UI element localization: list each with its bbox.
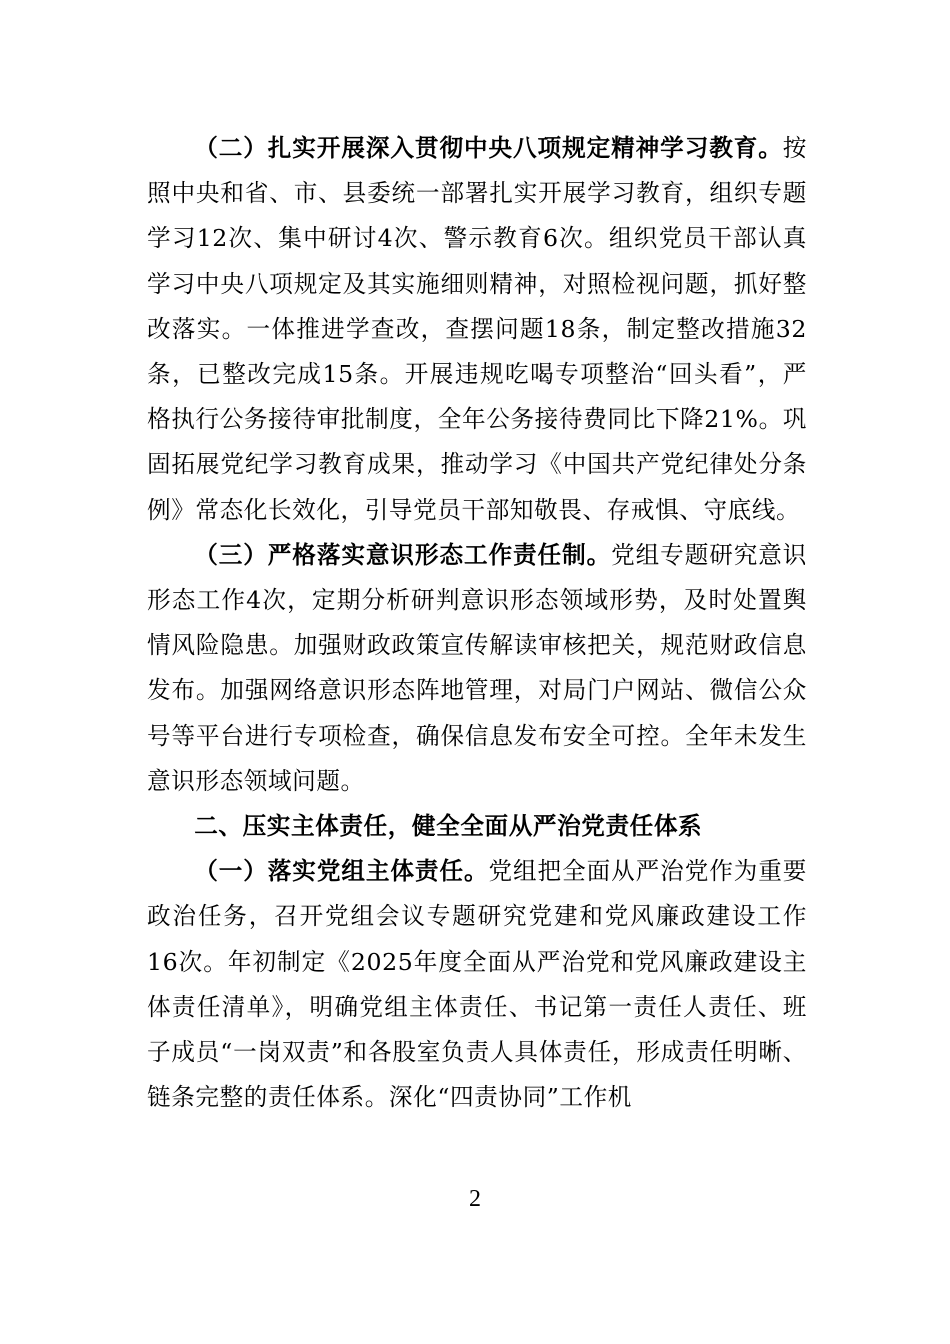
paragraph-ideology-responsibility bbox=[147, 533, 807, 804]
paragraph-study-education bbox=[147, 126, 807, 533]
paragraph-body: 党组专题研究意识形态工作4次，定期分析研判意识形态领域形势，及时处置舆情风险隐患。加强财政政策宣传解读审核把关，规范财政信息发布。加强网络意识形态阵地管理，对局门户网站、微信公众号等平台进行专项检查，确保信息发布安全可控。全年未发生意识形态领域问题。 bbox=[147, 540, 807, 795]
paragraph-lead: （二）扎实开展深入贯彻中央八项规定精神学习教育。 bbox=[194, 134, 783, 162]
document-page bbox=[147, 126, 807, 1120]
page-number: 2 bbox=[469, 1186, 481, 1212]
paragraph-party-responsibility bbox=[147, 849, 807, 1120]
paragraph-lead: （三）严格落实意识形态工作责任制。 bbox=[194, 540, 612, 569]
paragraph-body: 党组把全面从严治党作为重要政治任务，召开党组会议专题研究党建和党风廉政建设工作16次。年初制定《2025年度全面从严治党和党风廉政建设主体责任清单》，明确党组主体责任、书记第一责任人责任、班子成员“一岗双责”和各股室负责人具体责任，形成责任明晰、链条完整的责任体系。深化“四责协同”工作机 bbox=[147, 857, 807, 1112]
paragraph-lead: （一）落实党组主体责任。 bbox=[194, 857, 489, 886]
paragraph-body: 按照中央和省、市、县委统一部署扎实开展学习教育，组织专题学习12次、集中研讨4次、警示教育6次。组织党员干部认真学习中央八项规定及其实施细则精神，对照检视问题，抓好整改落实。一体推进学查改，查摆问题18条，制定整改措施32条，已整改完成15条。开展违规吃喝专项整治“回头看”，严格执行公务接待审批制度，全年公务接待费同比下降21%。巩固拓展党纪学习教育成果，推动学习《中国共产党纪律处分条例》常态化长效化，引导党员干部知敬畏、存戒惧、守底线。 bbox=[147, 134, 807, 524]
section-heading: 二、压实主体责任，健全全面从严治党责任体系 bbox=[194, 812, 703, 841]
